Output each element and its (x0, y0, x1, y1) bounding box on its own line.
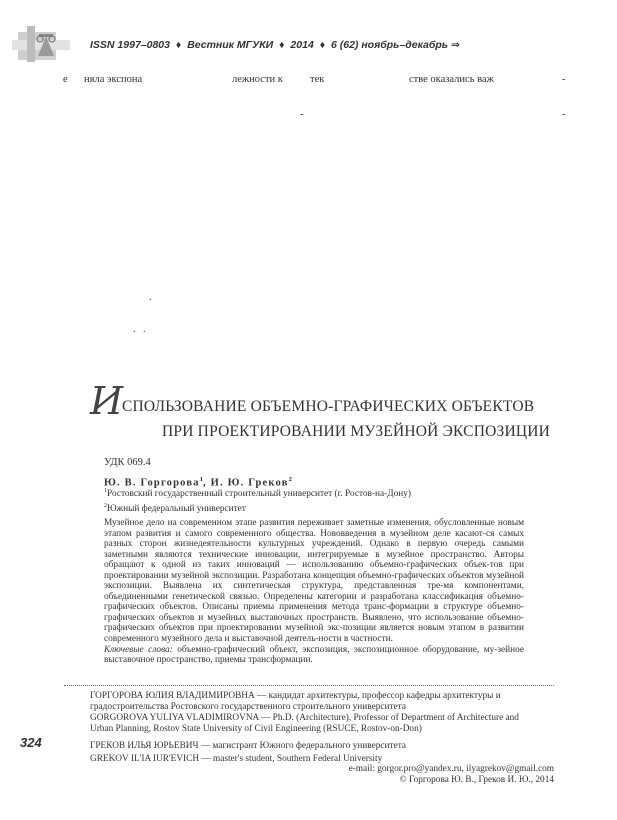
bio-grekov-ru: ГРЕКОВ ИЛЬЯ ЮРЬЕВИЧ — магистрант Южного федерального университета (90, 741, 407, 751)
bio-gorgorova-en: GORGOROVA YULIYA VLADIMIROVNA — Ph.D. (Architecture), Professor of Department of Architecture and Urban Planning, Rostov State University of Civil Engineering (RSUCE, Rostov-on-Don) (90, 713, 519, 734)
keywords-label: Ключевые слова: (104, 644, 173, 655)
diamond-separator-icon: ♦ (175, 39, 182, 51)
affiliation-1-sup: 1 (104, 488, 107, 494)
affiliation-2 (104, 503, 246, 514)
bio-grekov-en: GREKOV IL'IA IUR'EVICH — master's student, Southern Federal University (90, 754, 383, 764)
author-1-sup: 1 (199, 476, 203, 483)
journal-issue: 6 (62) ноябрь–декабрь (330, 39, 449, 51)
journal-year: 2014 (290, 39, 314, 51)
text-fragment: - (562, 109, 566, 120)
page-number: 324 (20, 735, 42, 750)
text-fragment: . (149, 292, 152, 303)
title-line-1: СПОЛЬЗОВАНИЕ ОБЪЕМНО-ГРАФИЧЕСКИХ ОБЪЕКТОВ (122, 398, 535, 415)
affiliation-2-sup: 2 (104, 503, 107, 509)
text-fragment: е (63, 74, 68, 85)
dotted-divider (64, 685, 554, 686)
text-fragment: стве оказались важ (409, 74, 494, 85)
contacts (349, 764, 554, 785)
keywords (104, 645, 524, 666)
keywords-text: объемно-графический объект, экспозиция, экспозиционное оборудование, му-зейное выставочное пространство, приемы трансформации. (104, 644, 524, 666)
text-fragment: - (562, 74, 566, 85)
author-1: Ю. В. Горгорова (104, 477, 200, 489)
abstract (104, 518, 524, 666)
author-2: И. Ю. Греков (210, 477, 289, 489)
text-fragment: . (143, 324, 146, 335)
affiliation-1-text: Ростовский государственный строительный университет (г. Ростов-на-Дону) (107, 489, 411, 500)
author-separator: , (202, 477, 211, 489)
journal-logo-icon (12, 26, 70, 62)
diamond-separator-icon: ♦ (319, 39, 326, 51)
authors-line (104, 476, 292, 489)
text-fragment: - (300, 109, 304, 120)
header-arrow-icon: ⇒ (450, 39, 460, 51)
text-fragment: тек (310, 74, 325, 85)
copyright: © Горгорова Ю. В., Греков И. Ю., 2014 (399, 774, 554, 785)
text-fragment: няла экспона (84, 74, 143, 85)
running-header (90, 39, 460, 51)
text-fragment: . (133, 324, 136, 335)
title-line-2: ПРИ ПРОЕКТИРОВАНИИ МУЗЕЙНОЙ ЭКСПОЗИЦИИ (162, 423, 551, 440)
udk-code: УДК 069.4 (104, 457, 151, 468)
bio-gorgorova-ru: ГОРГОРОВА ЮЛИЯ ВЛАДИМИРОВНА — кандидат архитектуры, профессор кафедры архитектуры и градостроительства Ростовского государственного строительного университета (90, 691, 501, 712)
abstract-text: Музейное дело на современном этапе развития переживает заметные изменения, обусловленные новым этапом развития и самого современного общества. Нововведения в музейном деле касают-ся самых разных сторон жизнедеятельности культурных учреждений. Однако в первую очередь самыми заметными являются технические инновации, интегрируемые в музейное пространство. Авторы обращают к одной из таких инноваций — использованию объемно-графических объек-тов при проектировании музейной экспозиции. Разработана концепция объемно-графических объектов музейной экспозиции. Выявлена их синтетическая структура, представленная тре-мя компонентами, объединенными генетической связью. Определены категории и разработана классификация объемно-графических объектов. Описаны приемы применения метода транс-формации в структуре объемно-графических объектов и музейных выставочных пространств. Выявлено, что использование объемно-графических объектов при проектировании музейной экс-позиции является новым этапом в развитии современного музейного дела и выставочной деятель-ности в частности. (104, 518, 524, 645)
email: e-mail: gorgor.pro@yandex.ru, ilyagrekov@gmail.com (348, 764, 554, 774)
issn: ISSN 1997–0803 (90, 39, 170, 51)
journal-name: Вестник МГУКИ (187, 39, 274, 51)
affiliation-2-text: Южный федеральный университет (107, 504, 246, 515)
diamond-separator-icon: ♦ (279, 39, 285, 51)
affiliation-1 (104, 488, 411, 499)
author-2-sup: 2 (288, 476, 292, 483)
text-fragment: лежности к (232, 74, 283, 85)
title-initial: И (90, 379, 124, 423)
